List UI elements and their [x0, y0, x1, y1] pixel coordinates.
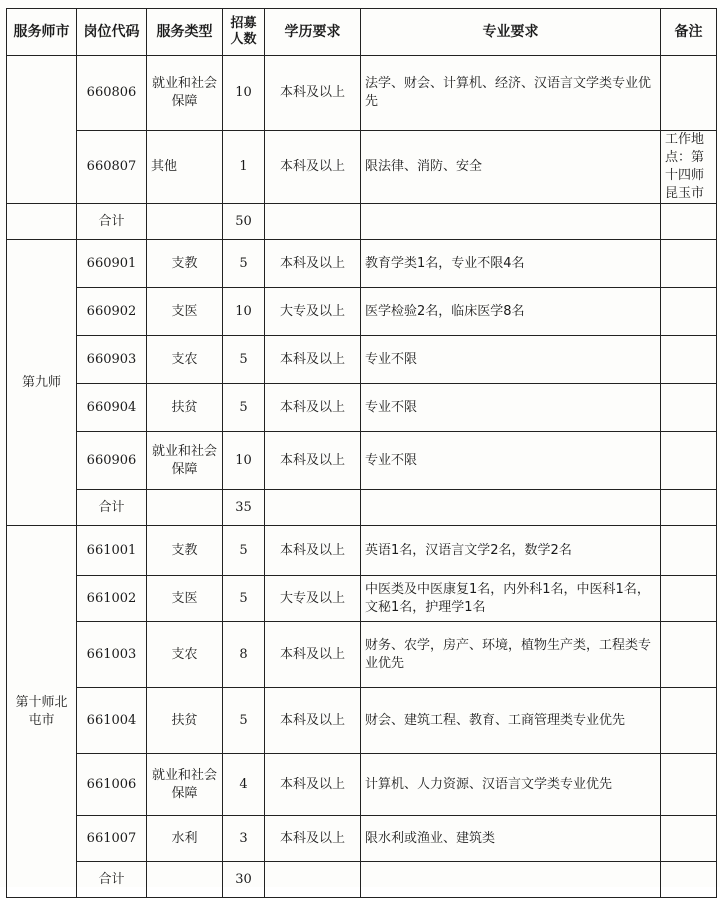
city-cell: 第九师 — [7, 240, 77, 526]
cell-type: 就业和社会保障 — [147, 56, 223, 131]
cell-major: 专业不限 — [361, 432, 661, 490]
cell-code: 660906 — [77, 432, 147, 490]
header-row — [7, 9, 717, 56]
cell-edu: 大专及以上 — [265, 576, 361, 622]
header-major: 专业要求 — [361, 9, 661, 56]
total-row — [7, 204, 717, 240]
cell-note — [661, 56, 717, 131]
cell-major: 中医类及中医康复1名，内外科1名，中医科1名，文秘1名，护理学1名 — [361, 576, 661, 622]
cell-edu: 本科及以上 — [265, 336, 361, 384]
cell-count: 5 — [223, 240, 265, 288]
cell-note — [661, 288, 717, 336]
cell-code: 660901 — [77, 240, 147, 288]
empty-cell — [661, 204, 717, 240]
cell-code: 661004 — [77, 688, 147, 754]
total-value: 35 — [223, 490, 265, 526]
cell-type: 扶贫 — [147, 384, 223, 432]
cell-edu: 本科及以上 — [265, 622, 361, 688]
cell-major: 财会、建筑工程、教育、工商管理类专业优先 — [361, 688, 661, 754]
recruitment-table — [6, 8, 717, 898]
cell-note — [661, 754, 717, 816]
table-row — [7, 754, 717, 816]
cell-code: 660903 — [77, 336, 147, 384]
cell-note — [661, 240, 717, 288]
cell-major: 法学、财会、计算机、经济、汉语言文学类专业优先 — [361, 56, 661, 131]
cell-code: 661007 — [77, 816, 147, 862]
empty-cell — [361, 490, 661, 526]
cell-count: 8 — [223, 622, 265, 688]
cell-type: 扶贫 — [147, 688, 223, 754]
cell-count: 5 — [223, 384, 265, 432]
cell-count: 1 — [223, 131, 265, 204]
header-city: 服务师市 — [7, 9, 77, 56]
cell-code: 661003 — [77, 622, 147, 688]
cell-note — [661, 384, 717, 432]
cell-type: 就业和社会保障 — [147, 754, 223, 816]
empty-cell — [661, 490, 717, 526]
cell-code: 661001 — [77, 526, 147, 576]
cell-major: 限法律、消防、安全 — [361, 131, 661, 204]
cell-edu: 本科及以上 — [265, 816, 361, 862]
cell-code: 660807 — [77, 131, 147, 204]
cell-count: 10 — [223, 288, 265, 336]
cell-count: 5 — [223, 688, 265, 754]
cell-type: 就业和社会保障 — [147, 432, 223, 490]
header-note: 备注 — [661, 9, 717, 56]
cell-major: 计算机、人力资源、汉语言文学类专业优先 — [361, 754, 661, 816]
cell-type: 水利 — [147, 816, 223, 862]
empty-cell — [265, 204, 361, 240]
cell-type: 支农 — [147, 336, 223, 384]
table-row — [7, 576, 717, 622]
cell-type: 支医 — [147, 576, 223, 622]
cell-count: 10 — [223, 56, 265, 131]
city-cell-empty — [7, 204, 77, 240]
cell-edu: 本科及以上 — [265, 384, 361, 432]
empty-cell — [265, 862, 361, 898]
cell-note — [661, 816, 717, 862]
cell-major: 医学检验2名，临床医学8名 — [361, 288, 661, 336]
empty-cell — [147, 862, 223, 898]
total-label: 合计 — [77, 490, 147, 526]
cell-count: 10 — [223, 432, 265, 490]
cell-note — [661, 336, 717, 384]
table-row — [7, 622, 717, 688]
cell-major: 英语1名，汉语言文学2名，数学2名 — [361, 526, 661, 576]
city-cell: 第十师北屯市 — [7, 526, 77, 898]
table-row — [7, 816, 717, 862]
total-value: 50 — [223, 204, 265, 240]
cell-edu: 大专及以上 — [265, 288, 361, 336]
table-row — [7, 384, 717, 432]
cell-edu: 本科及以上 — [265, 131, 361, 204]
cell-major: 教育学类1名，专业不限4名 — [361, 240, 661, 288]
cell-code: 661006 — [77, 754, 147, 816]
empty-cell — [147, 490, 223, 526]
header-edu: 学历要求 — [265, 9, 361, 56]
cell-edu: 本科及以上 — [265, 526, 361, 576]
total-value: 30 — [223, 862, 265, 898]
cell-count: 3 — [223, 816, 265, 862]
table-row — [7, 688, 717, 754]
cell-count: 5 — [223, 526, 265, 576]
empty-cell — [265, 490, 361, 526]
cell-type: 支农 — [147, 622, 223, 688]
table-row — [7, 56, 717, 131]
total-row — [7, 862, 717, 898]
cell-note: 工作地点：第十四师昆玉市 — [661, 131, 717, 204]
cell-note — [661, 526, 717, 576]
total-label: 合计 — [77, 862, 147, 898]
cell-major: 专业不限 — [361, 384, 661, 432]
header-type: 服务类型 — [147, 9, 223, 56]
total-label: 合计 — [77, 204, 147, 240]
cell-type: 支教 — [147, 240, 223, 288]
cell-type: 支教 — [147, 526, 223, 576]
city-cell-empty — [7, 56, 77, 204]
empty-cell — [661, 862, 717, 898]
table-row — [7, 240, 717, 288]
empty-cell — [147, 204, 223, 240]
cell-note — [661, 688, 717, 754]
cell-major: 专业不限 — [361, 336, 661, 384]
cell-code: 660902 — [77, 288, 147, 336]
cell-count: 5 — [223, 576, 265, 622]
table-row — [7, 288, 717, 336]
cell-note — [661, 432, 717, 490]
cell-code: 661002 — [77, 576, 147, 622]
cell-edu: 本科及以上 — [265, 432, 361, 490]
cell-count: 4 — [223, 754, 265, 816]
cell-edu: 本科及以上 — [265, 754, 361, 816]
cell-edu: 本科及以上 — [265, 56, 361, 131]
table-row — [7, 131, 717, 204]
header-code: 岗位代码 — [77, 9, 147, 56]
cell-code: 660904 — [77, 384, 147, 432]
cell-edu: 本科及以上 — [265, 688, 361, 754]
table-row — [7, 432, 717, 490]
cell-count: 5 — [223, 336, 265, 384]
table-row — [7, 526, 717, 576]
total-row — [7, 490, 717, 526]
empty-cell — [361, 862, 661, 898]
cell-major: 财务、农学，房产、环境，植物生产类，工程类专业优先 — [361, 622, 661, 688]
cell-edu: 本科及以上 — [265, 240, 361, 288]
header-count: 招募人数 — [223, 9, 265, 56]
empty-cell — [361, 204, 661, 240]
cell-code: 660806 — [77, 56, 147, 131]
cell-note — [661, 622, 717, 688]
cell-type: 支医 — [147, 288, 223, 336]
cell-type: 其他 — [147, 131, 223, 204]
table-row — [7, 336, 717, 384]
cell-note — [661, 576, 717, 622]
cell-major: 限水利或渔业、建筑类 — [361, 816, 661, 862]
